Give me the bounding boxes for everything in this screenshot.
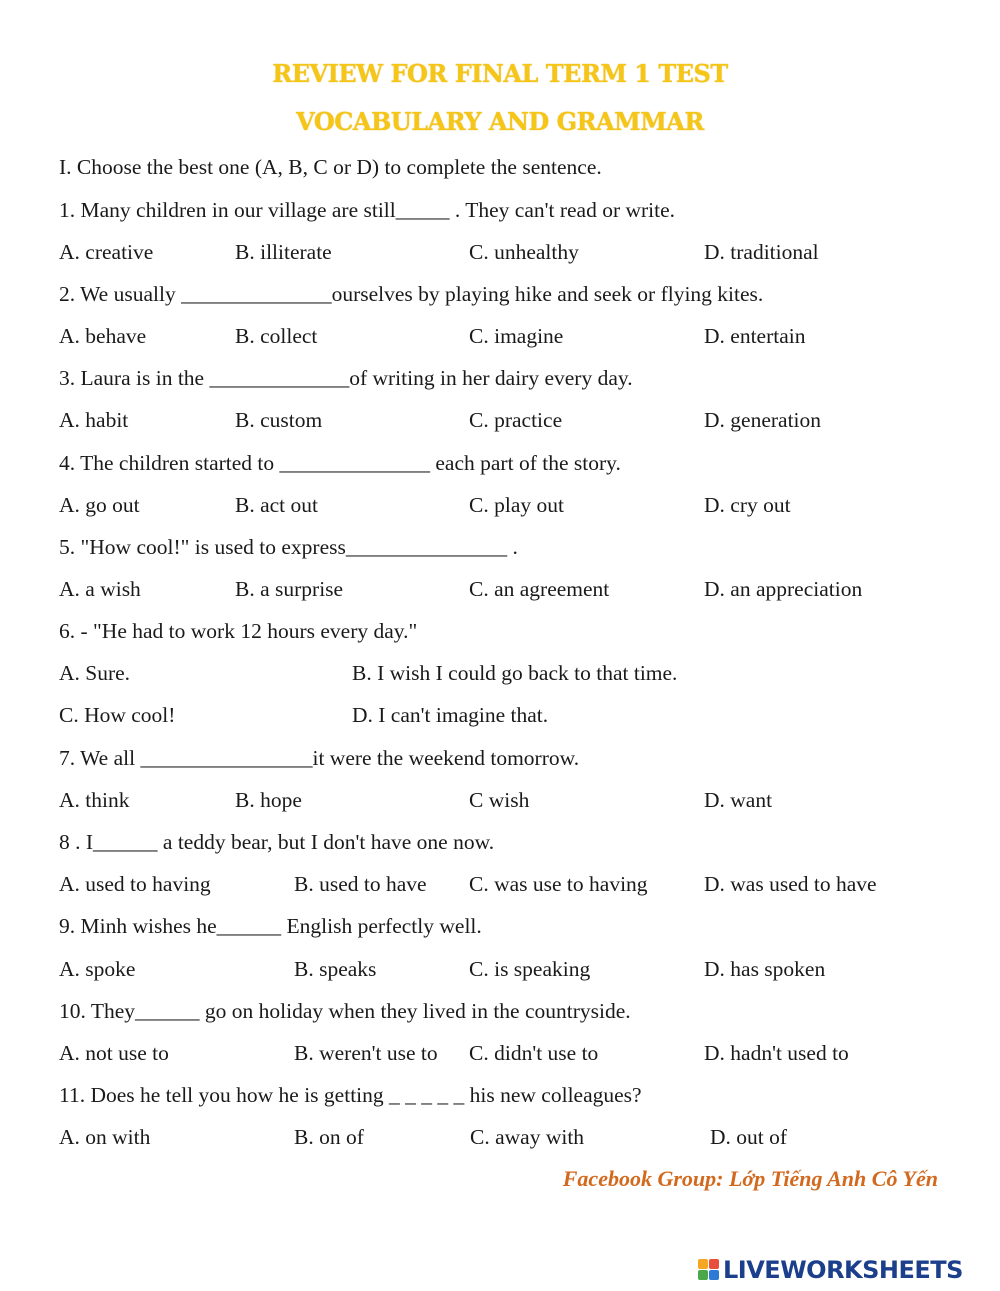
q3-option-c[interactable]: C. practice bbox=[469, 408, 563, 432]
q3-option-a[interactable]: A. habit bbox=[59, 408, 129, 432]
q9-option-a[interactable]: A. spoke bbox=[59, 957, 136, 981]
q2-option-b[interactable]: B. collect bbox=[235, 324, 318, 348]
question-5: 5. "How cool!" is used to express_______________ . bbox=[59, 535, 518, 559]
q11-option-d[interactable]: D. out of bbox=[710, 1125, 788, 1149]
q9-option-c[interactable]: C. is speaking bbox=[469, 957, 591, 981]
q11-option-b[interactable]: B. on of bbox=[294, 1125, 364, 1149]
facebook-group-credit: Facebook Group: Lớp Tiếng Anh Cô Yến bbox=[562, 1166, 938, 1191]
q10-option-d[interactable]: D. hadn't used to bbox=[704, 1041, 849, 1065]
q7-option-b[interactable]: B. hope bbox=[235, 788, 302, 812]
worksheet-subtitle: VOCABULARY AND GRAMMAR bbox=[296, 107, 704, 136]
q8-option-a[interactable]: A. used to having bbox=[59, 872, 211, 896]
q1-option-b[interactable]: B. illiterate bbox=[235, 240, 332, 264]
q1-option-d[interactable]: D. traditional bbox=[704, 240, 819, 264]
liveworksheets-logo-text: LIVEWORKSHEETS bbox=[723, 1256, 963, 1284]
q4-option-c[interactable]: C. play out bbox=[469, 493, 564, 517]
q6-option-b[interactable]: B. I wish I could go back to that time. bbox=[352, 661, 678, 685]
q4-option-b[interactable]: B. act out bbox=[235, 493, 318, 517]
q3-option-d[interactable]: D. generation bbox=[704, 408, 822, 432]
q5-option-b[interactable]: B. a surprise bbox=[235, 577, 344, 601]
q8-option-b[interactable]: B. used to have bbox=[294, 872, 427, 896]
q10-option-b[interactable]: B. weren't use to bbox=[294, 1041, 438, 1065]
liveworksheets-logo-icon bbox=[698, 1259, 720, 1281]
q7-option-d[interactable]: D. want bbox=[704, 788, 773, 812]
q2-option-c[interactable]: C. imagine bbox=[469, 324, 564, 348]
question-7: 7. We all ________________it were the weekend tomorrow. bbox=[59, 746, 580, 770]
q4-option-d[interactable]: D. cry out bbox=[704, 493, 791, 517]
q1-option-c[interactable]: C. unhealthy bbox=[469, 240, 579, 264]
q5-option-c[interactable]: C. an agreement bbox=[469, 577, 610, 601]
q8-option-c[interactable]: C. was use to having bbox=[469, 872, 648, 896]
q11-option-a[interactable]: A. on with bbox=[59, 1125, 151, 1149]
question-8: 8 . I______ a teddy bear, but I don't have one now. bbox=[59, 830, 495, 854]
question-10: 10. They______ go on holiday when they lived in the countryside. bbox=[59, 999, 631, 1023]
q10-option-c[interactable]: C. didn't use to bbox=[469, 1041, 599, 1065]
q4-option-a[interactable]: A. go out bbox=[59, 493, 140, 517]
question-6: 6. - "He had to work 12 hours every day." bbox=[59, 619, 418, 643]
q10-option-a[interactable]: A. not use to bbox=[59, 1041, 169, 1065]
question-1: 1. Many children in our village are still_____ . They can't read or write. bbox=[59, 198, 676, 222]
question-4: 4. The children started to ______________ each part of the story. bbox=[59, 451, 621, 475]
question-2: 2. We usually ______________ourselves by playing hike and seek or flying kites. bbox=[59, 282, 764, 306]
q9-option-d[interactable]: D. has spoken bbox=[704, 957, 826, 981]
liveworksheets-logo[interactable] bbox=[698, 1256, 963, 1284]
q5-option-a[interactable]: A. a wish bbox=[59, 577, 141, 601]
question-11: 11. Does he tell you how he is getting _ _ _ _ _ his new colleagues? bbox=[59, 1083, 642, 1107]
q6-option-d[interactable]: D. I can't imagine that. bbox=[352, 703, 549, 727]
q2-option-a[interactable]: A. behave bbox=[59, 324, 147, 348]
q7-option-a[interactable]: A. think bbox=[59, 788, 130, 812]
q5-option-d[interactable]: D. an appreciation bbox=[704, 577, 863, 601]
q9-option-b[interactable]: B. speaks bbox=[294, 957, 377, 981]
q8-option-d[interactable]: D. was used to have bbox=[704, 872, 877, 896]
q1-option-a[interactable]: A. creative bbox=[59, 240, 154, 264]
q6-option-c[interactable]: C. How cool! bbox=[59, 703, 176, 727]
question-3: 3. Laura is in the _____________of writing in her dairy every day. bbox=[59, 366, 633, 390]
q6-option-a[interactable]: A. Sure. bbox=[59, 661, 131, 685]
q3-option-b[interactable]: B. custom bbox=[235, 408, 323, 432]
question-9: 9. Minh wishes he______ English perfectly well. bbox=[59, 914, 482, 938]
q7-option-c[interactable]: C wish bbox=[469, 788, 530, 812]
instruction: I. Choose the best one (A, B, C or D) to complete the sentence. bbox=[59, 155, 602, 179]
q2-option-d[interactable]: D. entertain bbox=[704, 324, 806, 348]
worksheet-title: REVIEW FOR FINAL TERM 1 TEST bbox=[272, 59, 728, 88]
q11-option-c[interactable]: C. away with bbox=[470, 1125, 585, 1149]
